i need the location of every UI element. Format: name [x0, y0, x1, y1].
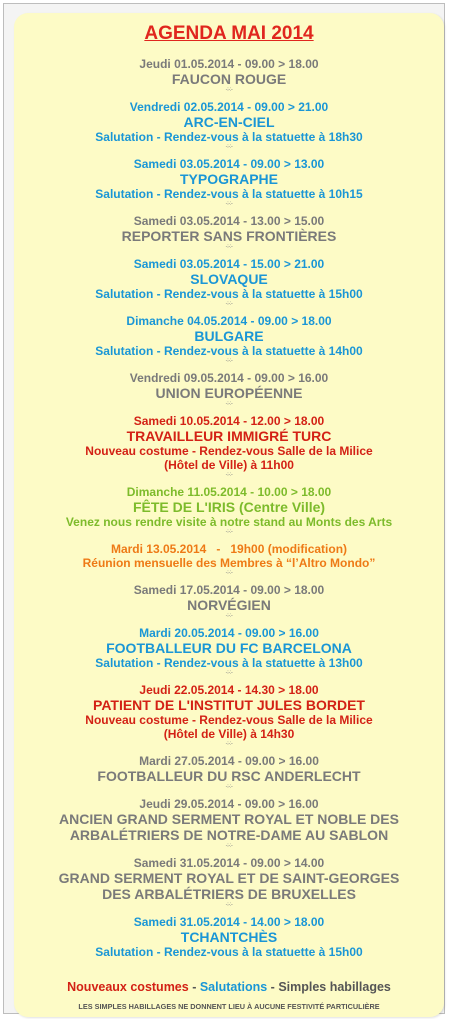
event-item — [14, 485, 444, 536]
legend-salutations: Salutations — [199, 980, 268, 994]
event-separator: -:-:- — [225, 784, 233, 790]
event-info: Salutation - Rendez-vous à la statuette à 13h00 — [95, 656, 363, 670]
event-name-line2: DES ARBALÉTRIERS DE BRUXELLES — [102, 886, 356, 902]
event-date: Jeudi 22.05.2014 - 14.30 > 18.00 — [139, 683, 319, 697]
event-name: ARC-EN-CIEL — [183, 114, 275, 130]
event-list — [14, 57, 444, 965]
event-separator: -:-:- — [225, 741, 233, 747]
legend-dash: - — [188, 980, 200, 994]
event-item — [14, 856, 444, 909]
event-date: Samedi 03.05.2014 - 13.00 > 15.00 — [133, 214, 325, 228]
event-date: Samedi 03.05.2014 - 15.00 > 21.00 — [133, 257, 325, 271]
event-separator: -:-:- — [225, 87, 233, 93]
event-name: UNION EUROPÉENNE — [155, 385, 303, 401]
event-date: Dimanche 11.05.2014 - 10.00 > 18.00 — [126, 485, 332, 499]
event-date: Vendredi 09.05.2014 - 09.00 > 16.00 — [129, 371, 329, 385]
event-name: ANCIEN GRAND SERMENT ROYAL ET NOBLE DES — [59, 811, 399, 827]
event-date: Vendredi 02.05.2014 - 09.00 > 21.00 — [129, 100, 329, 114]
event-date: Samedi 10.05.2014 - 12.00 > 18.00 — [133, 414, 325, 428]
event-date: Mardi 13.05.2014 - 19h00 (modification) — [110, 542, 348, 556]
event-name: GRAND SERMENT ROYAL ET DE SAINT-GEORGES — [58, 870, 400, 886]
event-item — [14, 257, 444, 308]
event-item — [14, 371, 444, 408]
event-name: FAUCON ROUGE — [171, 71, 287, 87]
event-separator: -:-:- — [225, 843, 233, 849]
event-name: SLOVAQUE — [190, 271, 268, 287]
event-name: NORVÉGIEN — [187, 597, 271, 613]
legend-dash: - — [267, 980, 279, 994]
event-info: Salutation - Rendez-vous à la statuette à 14h00 — [95, 344, 363, 358]
event-date: Jeudi 01.05.2014 - 09.00 > 18.00 — [139, 57, 319, 71]
event-separator: -:-:- — [225, 358, 233, 364]
event-info-line2: (Hôtel de Ville) à 14h30 — [163, 727, 295, 741]
event-date: Mardi 27.05.2014 - 09.00 > 16.00 — [139, 754, 319, 768]
event-item — [14, 683, 444, 748]
event-item — [14, 214, 444, 251]
page-frame — [3, 3, 445, 1014]
event-item — [14, 626, 444, 677]
event-info: Salutation - Rendez-vous à la statuette à 10h15 — [95, 187, 363, 201]
event-separator: -:-:- — [225, 144, 233, 150]
event-item — [14, 754, 444, 791]
color-legend — [14, 980, 444, 994]
event-date: Samedi 31.05.2014 - 14.00 > 18.00 — [133, 915, 325, 929]
event-info: Venez nous rendre visite à notre stand au Monts des Arts — [65, 515, 393, 529]
event-separator: -:-:- — [225, 670, 233, 676]
event-item — [14, 583, 444, 620]
event-item — [14, 414, 444, 479]
legend-new-costumes: Nouveaux costumes — [67, 980, 189, 994]
event-separator: -:-:- — [225, 401, 233, 407]
event-info: Nouveau costume - Rendez-vous Salle de la Milice — [85, 444, 373, 458]
event-name: TCHANTCHÈS — [180, 929, 278, 945]
event-name: FOOTBALLEUR DU FC BARCELONA — [106, 640, 352, 656]
event-name: FÊTE DE L'IRIS (Centre Ville) — [132, 499, 326, 515]
event-item — [14, 915, 444, 959]
event-date: Mardi 20.05.2014 - 09.00 > 16.00 — [139, 626, 319, 640]
event-separator: -:-:- — [225, 902, 233, 908]
event-item — [14, 57, 444, 94]
footnote: LES SIMPLES HABILLAGES NE DONNENT LIEU À AUCUNE FESTIVITÉ PARTICULIÈRE — [78, 1002, 380, 1011]
event-item — [14, 157, 444, 208]
event-item — [14, 542, 444, 577]
event-name: TYPOGRAPHE — [179, 171, 278, 187]
event-item — [14, 797, 444, 850]
agenda-title: AGENDA MAI 2014 — [144, 23, 314, 44]
event-name: PATIENT DE L'INSTITUT JULES BORDET — [93, 697, 365, 713]
event-date: Samedi 31.05.2014 - 09.00 > 14.00 — [133, 856, 325, 870]
event-info: Nouveau costume - Rendez-vous Salle de la Milice — [85, 713, 373, 727]
event-info-line2: (Hôtel de Ville) à 11h00 — [164, 458, 294, 472]
event-name: FOOTBALLEUR DU RSC ANDERLECHT — [97, 768, 361, 784]
event-separator: -:-:- — [225, 613, 233, 619]
event-name-line2: ARBALÉTRIERS DE NOTRE-DAME AU SABLON — [69, 827, 389, 843]
event-separator: -:-:- — [225, 244, 233, 250]
event-name: Réunion mensuelle des Membres à “l’Altro Mondo” — [82, 556, 376, 570]
event-info: Salutation - Rendez-vous à la statuette à 15h00 — [95, 945, 363, 959]
legend-simple-dressing: Simples habillages — [278, 980, 391, 994]
event-item — [14, 314, 444, 365]
event-date: Jeudi 29.05.2014 - 09.00 > 16.00 — [139, 797, 319, 811]
event-date: Samedi 17.05.2014 - 09.00 > 18.00 — [133, 583, 325, 597]
event-name: TRAVAILLEUR IMMIGRÉ TURC — [126, 428, 332, 444]
event-info: Salutation - Rendez-vous à la statuette à 15h00 — [95, 287, 363, 301]
event-item — [14, 100, 444, 151]
event-separator: -:-:- — [225, 472, 233, 478]
event-date: Dimanche 04.05.2014 - 09.00 > 18.00 — [126, 314, 332, 328]
event-name: BULGARE — [194, 328, 264, 344]
event-info: Salutation - Rendez-vous à la statuette à 18h30 — [95, 130, 363, 144]
event-separator: -:-:- — [225, 201, 233, 207]
event-separator: -:-:- — [225, 529, 233, 535]
event-date: Samedi 03.05.2014 - 09.00 > 13.00 — [133, 157, 325, 171]
event-name: REPORTER SANS FRONTIÈRES — [121, 228, 337, 244]
agenda-card — [14, 13, 444, 1017]
event-separator: -:-:- — [225, 570, 233, 576]
event-separator: -:-:- — [225, 301, 233, 307]
